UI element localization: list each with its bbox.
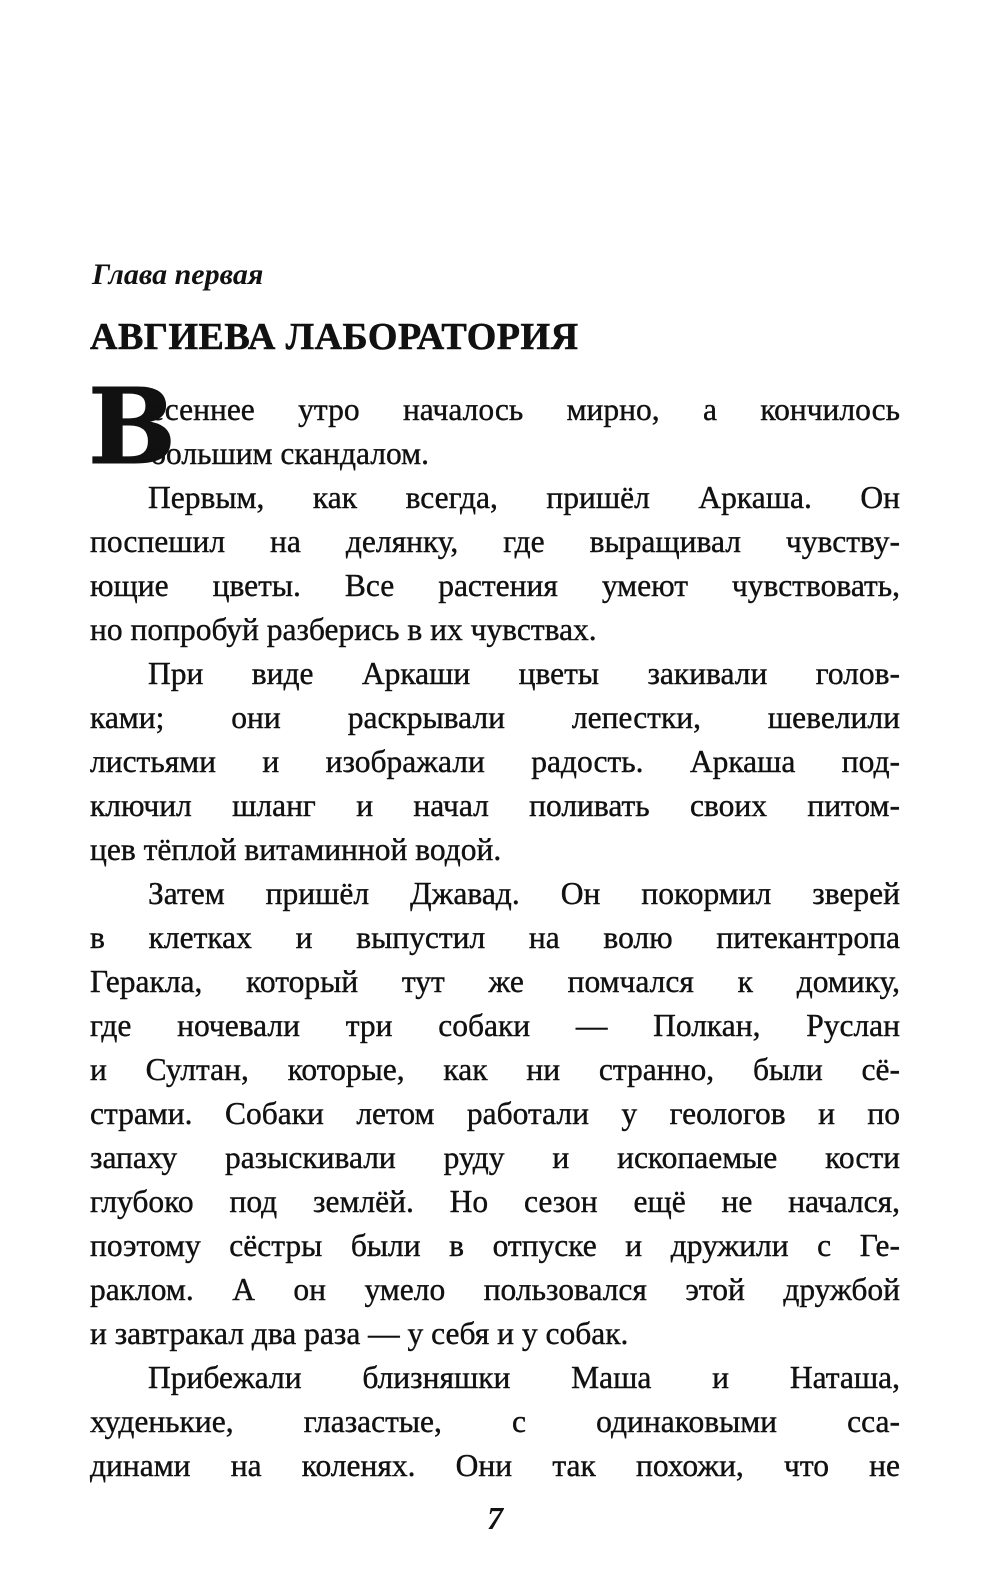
text-line: ющие цветы. Все растения умеют чувствовать,: [90, 568, 900, 603]
text-line: большим скандалом.: [150, 436, 429, 471]
text-line: динами на коленях. Они так похожи, что не: [90, 1448, 900, 1483]
chapter-title: АВГИЕВА ЛАБОРАТОРИЯ: [90, 316, 579, 358]
text-line: раклом. А он умело пользовался этой дружбой: [90, 1272, 900, 1307]
text-line: и завтракал два раза — у себя и у собак.: [90, 1316, 629, 1351]
text-line: Затем пришёл Джавад. Он покормил зверей: [148, 876, 900, 911]
text-line: глубоко под землёй. Но сезон ещё не начался,: [90, 1184, 900, 1219]
text-line: ключил шланг и начал поливать своих питом-: [90, 788, 900, 823]
text-line: Прибежали близняшки Маша и Наташа,: [148, 1360, 900, 1395]
drop-cap: В: [88, 365, 176, 488]
text-line: поспешил на делянку, где выращивал чувству-: [90, 524, 900, 559]
text-line: листьями и изображали радость. Аркаша под-: [90, 744, 900, 779]
body-text: [90, 388, 900, 1488]
text-line: запаху разыскивали руду и ископаемые кости: [90, 1140, 900, 1175]
text-line: где ночевали три собаки — Полкан, Руслан: [90, 1008, 900, 1043]
text-line: Первым, как всегда, пришёл Аркаша. Он: [148, 480, 900, 515]
text-line: худенькие, глазастые, с одинаковыми сса-: [90, 1404, 900, 1439]
text-line: ками; они раскрывали лепестки, шевелили: [90, 700, 900, 735]
text-line: Геракла, который тут же помчался к домику,: [90, 964, 900, 999]
page-number: 7: [487, 1500, 503, 1536]
text-line: При виде Аркаши цветы закивали голов-: [148, 656, 900, 691]
text-line: и Султан, которые, как ни странно, были сё-: [90, 1052, 900, 1087]
text-line: поэтому сёстры были в отпуске и дружили с Ге-: [90, 1228, 900, 1263]
text-line: но попробуй разберись в их чувствах.: [90, 612, 597, 647]
text-line: в клетках и выпустил на волю питекантропа: [90, 920, 900, 955]
text-line: есеннее утро началось мирно, а кончилось: [150, 392, 900, 427]
text-line: цев тёплой витаминной водой.: [90, 832, 502, 867]
text-line: страми. Собаки летом работали у геологов и по: [90, 1096, 900, 1131]
chapter-label: Глава первая: [92, 258, 264, 291]
